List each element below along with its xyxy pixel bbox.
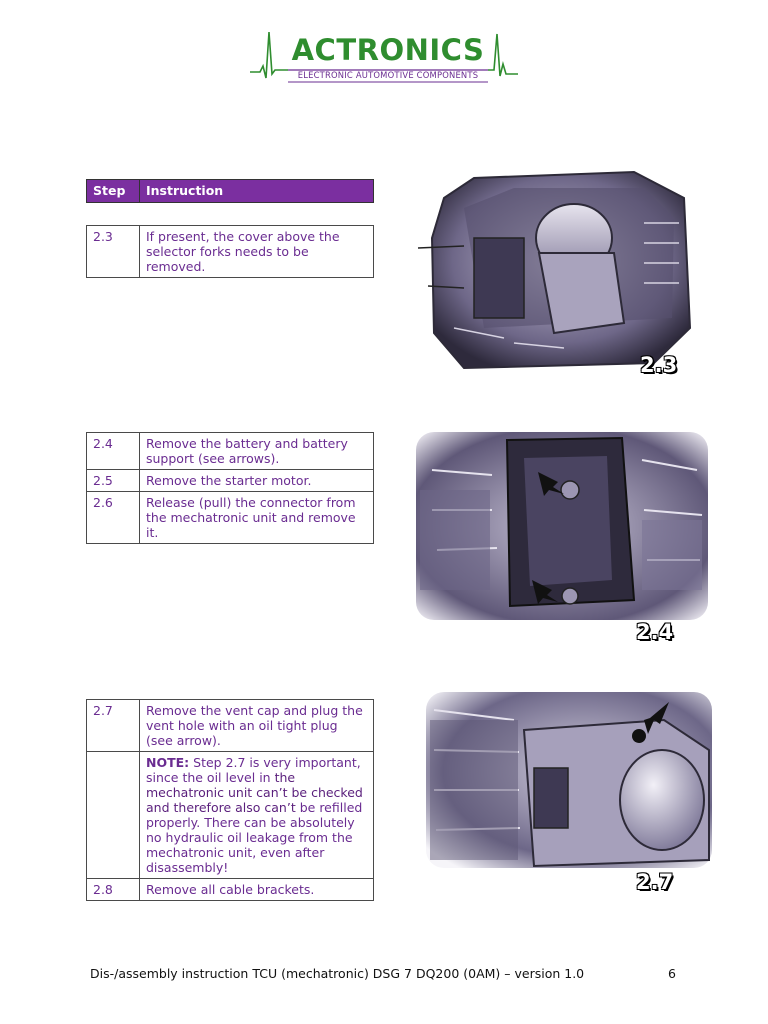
page-number: 6 — [668, 966, 676, 981]
table-row — [87, 492, 374, 544]
step-number: 2.7 — [87, 700, 140, 752]
instruction-table-2-7-to-2-8 — [86, 699, 374, 901]
note-text-1: Step 2.7 is very important, since the oil level in — [146, 755, 361, 785]
page-footer: Dis-/assembly instruction TCU (mechatronic) DSG 7 DQ200 (0AM) – version 1.0 — [90, 966, 585, 981]
table-row — [87, 433, 374, 470]
note-text-3: be refilled properly. There can be absolutely no hydraulic oil leakage from the mechatronic unit, even after disassembly! — [146, 800, 363, 875]
note-label: NOTE: — [146, 755, 190, 770]
logo-subtitle: ELECTRONIC AUTOMOTIVE COMPONENTS — [297, 70, 479, 80]
instruction-table-2-4-to-2-6 — [86, 432, 374, 544]
note-cell — [140, 752, 374, 879]
header-step: Step — [87, 180, 140, 203]
step-instruction: Release (pull) the connector from the mechatronic unit and remove it. — [140, 492, 374, 544]
step-number: 2.8 — [87, 879, 140, 901]
step-number: 2.6 — [87, 492, 140, 544]
note-text-2: the mechatronic unit can’t be checked and therefore also can’t — [146, 770, 363, 815]
figure-label-2-7: 2.7 — [636, 870, 674, 894]
step-number: 2.3 — [87, 226, 140, 278]
table-row — [87, 470, 374, 492]
step-number: 2.5 — [87, 470, 140, 492]
table-row — [87, 752, 374, 879]
instruction-table-2-3 — [86, 225, 374, 278]
logo-wordmark: ACTRONICS — [291, 33, 485, 67]
step-instruction: Remove the starter motor. — [140, 470, 374, 492]
figure-2-4-photo — [412, 430, 712, 646]
figure-label-2-3: 2.3 — [640, 353, 678, 377]
step-instruction: If present, the cover above the selector forks needs to be removed. — [140, 226, 374, 278]
figure-2-3-photo — [404, 128, 700, 416]
table-row — [87, 700, 374, 752]
table-row — [87, 879, 374, 901]
header-instruction: Instruction — [140, 180, 374, 203]
step-instruction: Remove the vent cap and plug the vent hole with an oil tight plug (see arrow). — [140, 700, 374, 752]
actronics-logo — [248, 30, 520, 86]
step-instruction: Remove all cable brackets. — [140, 879, 374, 901]
step-number — [87, 752, 140, 879]
figure-label-2-4: 2.4 — [636, 620, 674, 644]
table-row — [87, 226, 374, 278]
figure-2-7-photo — [424, 690, 714, 900]
step-number: 2.4 — [87, 433, 140, 470]
instruction-table-header — [86, 179, 374, 203]
step-instruction: Remove the battery and battery support (see arrows). — [140, 433, 374, 470]
